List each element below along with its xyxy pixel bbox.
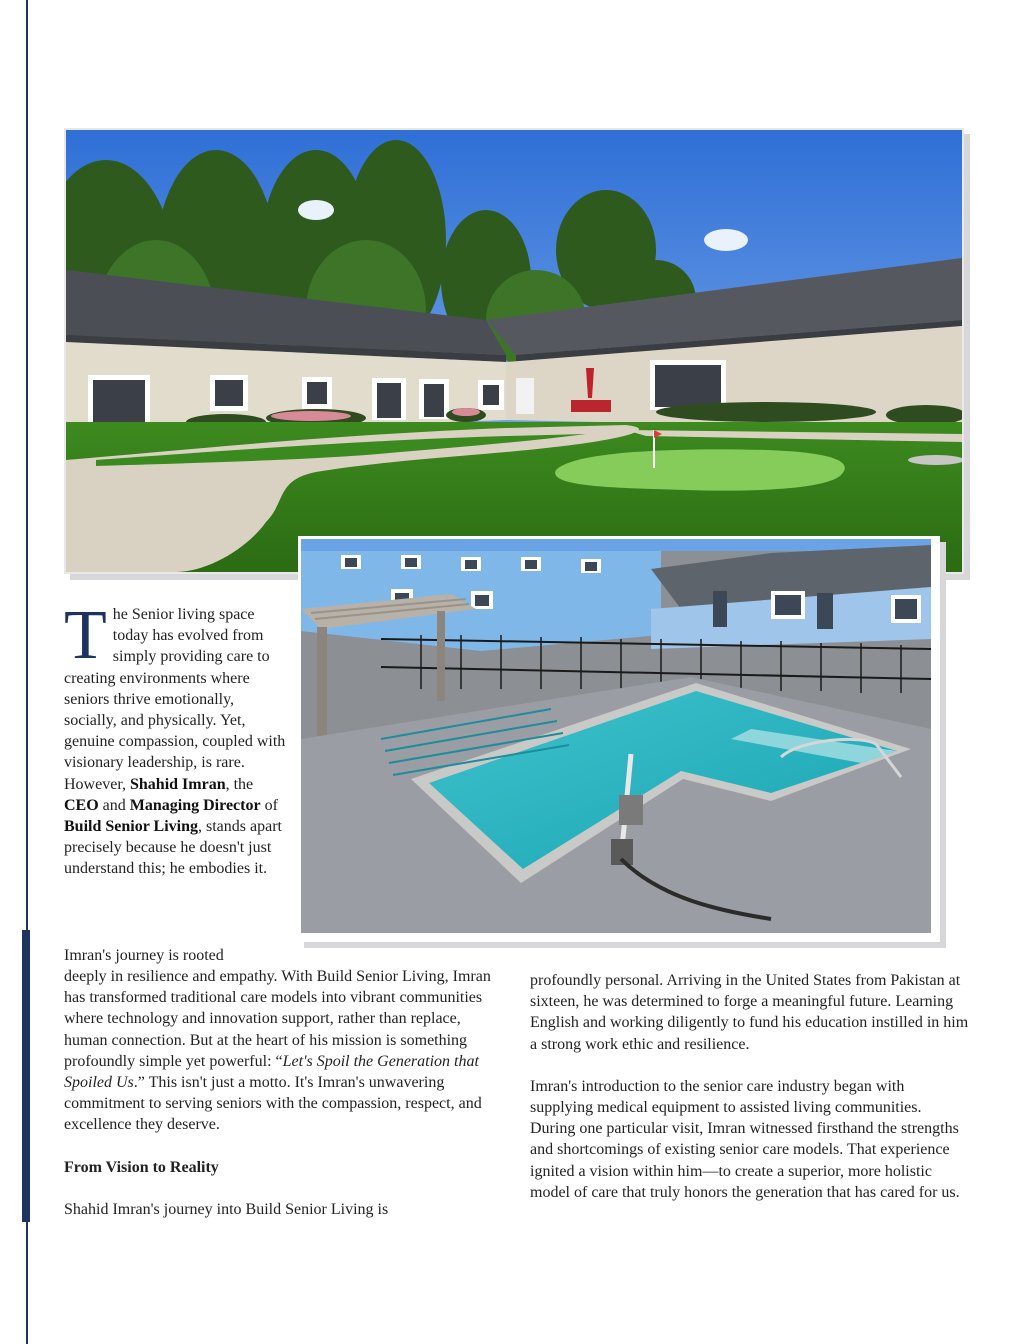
right-column <box>530 970 970 1203</box>
company-name: Build Senior Living <box>64 818 198 836</box>
senior-care-paragraph: Imran's introduction to the senior care industry began with supplying medical equipment to assisted living communities. During one particular visit, Imran witnessed firsthand the strengths and shortcomings of existing senior care models. That experience ignited a vision within him—to create a superior, more holistic model of care that truly honors the generation that has cared for us. <box>530 1077 960 1201</box>
left-column <box>64 966 504 1220</box>
role-managing-director: Managing Director <box>129 796 261 814</box>
intro-text-end: , stands apart precisely because he doesn't just understand this; he embodies it. <box>64 818 282 878</box>
paragraph-gap <box>530 1055 970 1076</box>
vision-paragraph-continued: profoundly personal. Arriving in the United States from Pakistan at sixteen, he was determined to forge a meaningful future. Learning English and working diligently to fund his education instilled in him a strong work ethic and resilience. <box>530 972 969 1053</box>
pool-photo <box>298 536 940 942</box>
journey-text-end: .” This isn't just a motto. It's Imran's unwavering commitment to serving seniors with the compassion, respect, and excellence they deserve. <box>64 1074 482 1134</box>
courtyard-photo <box>64 128 964 574</box>
motto: Let's Spoil the Generation that Spoiled Us <box>64 1052 479 1092</box>
intro-text-start: he Senior living space today has evolved from simply providing care to creating environments where seniors thrive emotionally, socially, and physically. Yet, genuine compassion, coupled with visionary leadership, is rare. However, <box>64 606 286 793</box>
ceo-name: Shahid Imran <box>130 775 226 793</box>
intro-text-mid2: and <box>98 796 130 814</box>
margin-accent-bar <box>22 930 30 1222</box>
section-heading: From Vision to Reality <box>64 1158 219 1176</box>
paragraph-gap <box>64 1136 504 1157</box>
intro-text-mid1: , the <box>225 775 254 793</box>
intro-paragraph <box>64 597 290 880</box>
vision-paragraph-start: Shahid Imran's journey into Build Senior Living is <box>64 1200 389 1218</box>
role-ceo: CEO <box>64 796 99 814</box>
journey-paragraph-start: Imran's journey is rooted <box>64 947 224 964</box>
journey-paragraph <box>64 966 504 1136</box>
journey-text: deeply in resilience and empathy. With Build Senior Living, Imran has transformed traditional care models into vibrant communities where technology and innovation support, rather than replace, human connection. But at the heart of his mission is something profoundly simple yet powerful: “ <box>64 968 491 1070</box>
paragraph-gap <box>64 1178 504 1199</box>
intro-text-mid3: of <box>260 796 278 814</box>
drop-cap: T <box>64 597 107 674</box>
